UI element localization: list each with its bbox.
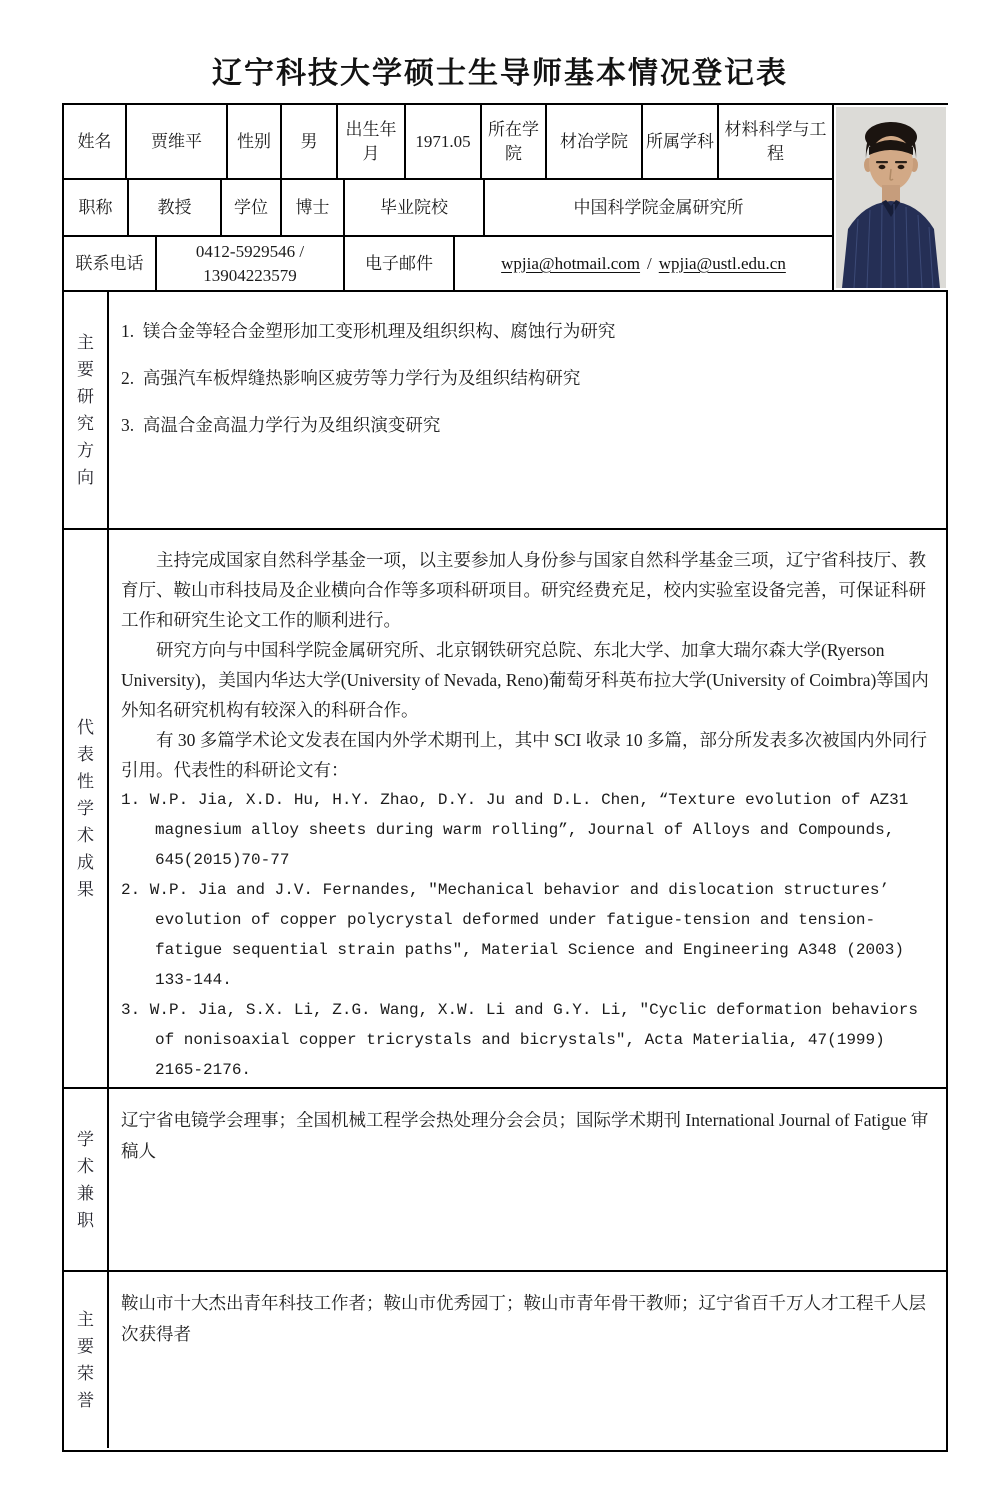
publication-1: 1. W.P. Jia, X.D. Hu, H.Y. Zhao, D.Y. Ju and D.L. Chen, “Texture evolution of AZ31 magnesium alloy sheets during warm rolling”, Journal of Alloys and Compounds, 645(2015)70-77 — [121, 791, 918, 869]
supervisor-form-table — [62, 103, 948, 1452]
section-research-directions — [64, 292, 946, 530]
achievements-paragraph-2: 研究方向与中国科学院金属研究所、北京钢铁研究总院、东北大学、加拿大瑞尔森大学(Ryerson University)，美国内华达大学(University of Nevada, Reno)葡萄牙科英布拉大学(University of Coimbra)等国内外知名研究机构有较深入的科研合作。 — [121, 640, 929, 720]
alma-mater-value: 中国科学院金属研究所 — [485, 180, 834, 235]
email-separator: / — [647, 253, 652, 273]
degree-value: 博士 — [282, 180, 345, 235]
identity-block — [64, 105, 946, 292]
name-value: 贾维平 — [127, 105, 228, 178]
publication-list — [121, 785, 938, 1085]
page-title: 辽宁科技大学硕士生导师基本情况登记表 — [212, 57, 788, 90]
gender-value: 男 — [282, 105, 338, 178]
row-name-gender-birth — [64, 105, 834, 180]
academic-achievements-content — [109, 530, 946, 1087]
birth-label: 出生年月 — [338, 105, 406, 178]
phone-label: 联系电话 — [64, 237, 157, 290]
honors-label: 主 要 荣 誉 — [64, 1272, 109, 1448]
discipline-value: 材料科学与工程 — [719, 105, 834, 178]
research-directions-label: 主 要 研 究 方 向 — [64, 292, 109, 528]
college-label: 所在学院 — [482, 105, 547, 178]
degree-label: 学位 — [222, 180, 282, 235]
email-link-2[interactable]: wpjia@ustl.edu.cn — [658, 253, 786, 273]
achievements-paragraph-1: 主持完成国家自然科学基金一项，以主要参加人身份参与国家自然科学基金三项，辽宁省科技厅、教育厅、鞍山市科技局及企业横向合作等多项科研项目。研究经费充足，校内实验室设备完善，可保证科研工作和研究生论文工作的顺利进行。 — [121, 550, 926, 630]
academic-positions-label: 学 术 兼 职 — [64, 1089, 109, 1270]
achievements-paragraph-3: 有 30 多篇学术论文发表在国内外学术期刊上，其中 SCI 收录 10 多篇，部分所发表多次被国内外同行引用。代表性的科研论文有： — [121, 730, 927, 780]
gender-label: 性别 — [228, 105, 282, 178]
photo-cell — [834, 105, 948, 290]
research-item-3: 3. 高温合金高温力学行为及组织演变研究 — [121, 415, 441, 435]
birth-value: 1971.05 — [406, 105, 482, 178]
honors-content: 鞍山市十大杰出青年科技工作者；鞍山市优秀园丁；鞍山市青年骨干教师；辽宁省百千万人才工程千人层次获得者 — [121, 1293, 926, 1344]
publication-3: 3. W.P. Jia, S.X. Li, Z.G. Wang, X.W. Li and G.Y. Li, ″Cyclic deformation behaviors of nonisoaxial copper tricrystals and bicrystals″, Acta Materialia, 47(1999) 2165-2176. — [121, 1001, 928, 1079]
prof-title-label: 职称 — [64, 180, 129, 235]
section-honors — [64, 1272, 946, 1448]
research-item-2: 2. 高强汽车板焊缝热影响区疲劳等力学行为及组织结构研究 — [121, 368, 581, 388]
email-link-1[interactable]: wpjia@hotmail.com — [501, 253, 641, 273]
identity-grid — [64, 105, 834, 290]
row-title-degree-alma — [64, 180, 834, 237]
email-value — [455, 237, 834, 290]
research-item-1: 1. 镁合金等轻合金塑形加工变形机理及组织织构、腐蚀行为研究 — [121, 321, 616, 341]
supervisor-photo — [836, 107, 946, 288]
phone-line-2: 13904223579 — [203, 265, 297, 285]
research-directions-content — [109, 292, 946, 528]
section-academic-positions — [64, 1089, 946, 1272]
phone-line-1: 0412-5929546 / — [195, 241, 305, 261]
section-academic-achievements — [64, 530, 946, 1089]
academic-positions-content: 辽宁省电镜学会理事；全国机械工程学会热处理分会会员；国际学术期刊 International Journal of Fatigue 审稿人 — [121, 1110, 929, 1161]
alma-mater-label: 毕业院校 — [345, 180, 485, 235]
discipline-label: 所属学科 — [643, 105, 719, 178]
phone-value — [157, 237, 345, 290]
academic-achievements-label: 代 表 性 学 术 成 果 — [64, 530, 109, 1087]
prof-title-value: 教授 — [129, 180, 222, 235]
row-phone-email — [64, 237, 834, 290]
publication-2: 2. W.P. Jia and J.V. Fernandes, ″Mechanical behavior and dislocation structures’ evolution of copper polycrystal deformed under fatigue-tension and tension-fatigue sequential strain paths″, Material Science and Engineering A348 (2003) 133-144. — [121, 881, 914, 989]
email-label: 电子邮件 — [345, 237, 455, 290]
name-label: 姓名 — [64, 105, 127, 178]
college-value: 材冶学院 — [547, 105, 643, 178]
